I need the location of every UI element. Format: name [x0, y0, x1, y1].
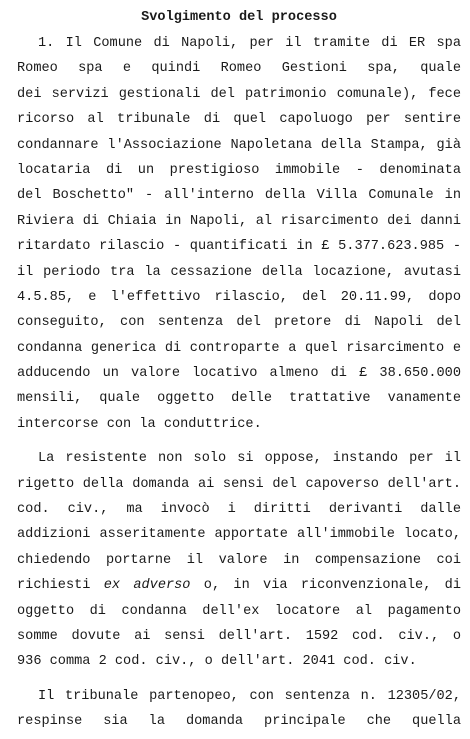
text-line: addizioni asseritamente apportate all'immobile locato,	[17, 527, 461, 543]
text-line: mensili, quale oggetto delle trattative vanamente	[17, 391, 461, 407]
text-line: Riviera di Chiaia in Napoli, al risarcimento dei danni	[17, 213, 461, 229]
text-line: rigetto della domanda ai sensi del capoverso dell'art.	[17, 476, 461, 492]
text-line: intercorse con la conduttrice.	[17, 416, 262, 432]
text-line: somme dovute ai sensi dell'art. 1592 cod. civ., o	[17, 628, 461, 644]
text-line-with-italic: richiesti ex adverso o, in via riconvenzionale, di	[17, 578, 461, 594]
text-line: 1. Il Comune di Napoli, per il tramite di ER spa	[38, 36, 461, 51]
paragraph-3	[17, 684, 461, 739]
paragraph-2	[17, 446, 461, 675]
text-line: Romeo spa e quindi Romeo Gestioni spa, quale	[17, 61, 461, 77]
text-line: cod. civ., ma invocò i diritti derivanti dalle	[17, 502, 461, 518]
text-line	[17, 735, 461, 739]
text-line: chiedendo portarne il valore in compensazione coi	[17, 552, 461, 568]
text-line: 4.5.85, e l'effettivo rilascio, del 20.11.99, dopo	[17, 289, 461, 305]
text-line: del Boschetto" - all'interno della Villa Comunale in	[17, 188, 461, 204]
text-line: La resistente non solo si oppose, instando per il	[38, 451, 461, 467]
text-line: condanna generica di controparte a quel risarcimento e	[17, 340, 461, 356]
text-line: locataria di un prestigioso immobile - denominata	[17, 162, 461, 178]
text-line: adducendo un valore locativo almeno di £ 38.650.000	[17, 366, 461, 382]
text-line: ricorso al tribunale di quel capoluogo per sentire	[17, 112, 461, 128]
text-line: il periodo tra la cessazione della locazione, avutasi	[17, 264, 461, 280]
text-line: ritardato rilascio - quantificati in £ 5.377.623.985 -	[17, 239, 461, 255]
text-line: condannare l'Associazione Napoletana della Stampa, già	[17, 137, 461, 153]
text-line: Il tribunale partenopeo, con sentenza n. 12305/02,	[38, 688, 461, 704]
text-line: oggetto di condanna dell'ex locatore al pagamento	[17, 603, 461, 619]
italic-phrase: ex adverso	[103, 578, 191, 594]
text-line: 936 comma 2 cod. civ., o dell'art. 2041 cod. civ.	[17, 654, 417, 670]
paragraph-1	[17, 31, 461, 437]
section-heading: Svolgimento del processo	[141, 10, 337, 25]
text-line: conseguito, con sentenza del pretore di Napoli del	[17, 315, 461, 331]
text-line: respinse sia la domanda principale che quella	[17, 714, 461, 730]
text-line: dei servizi gestionali del patrimonio comunale), fece	[17, 86, 461, 102]
